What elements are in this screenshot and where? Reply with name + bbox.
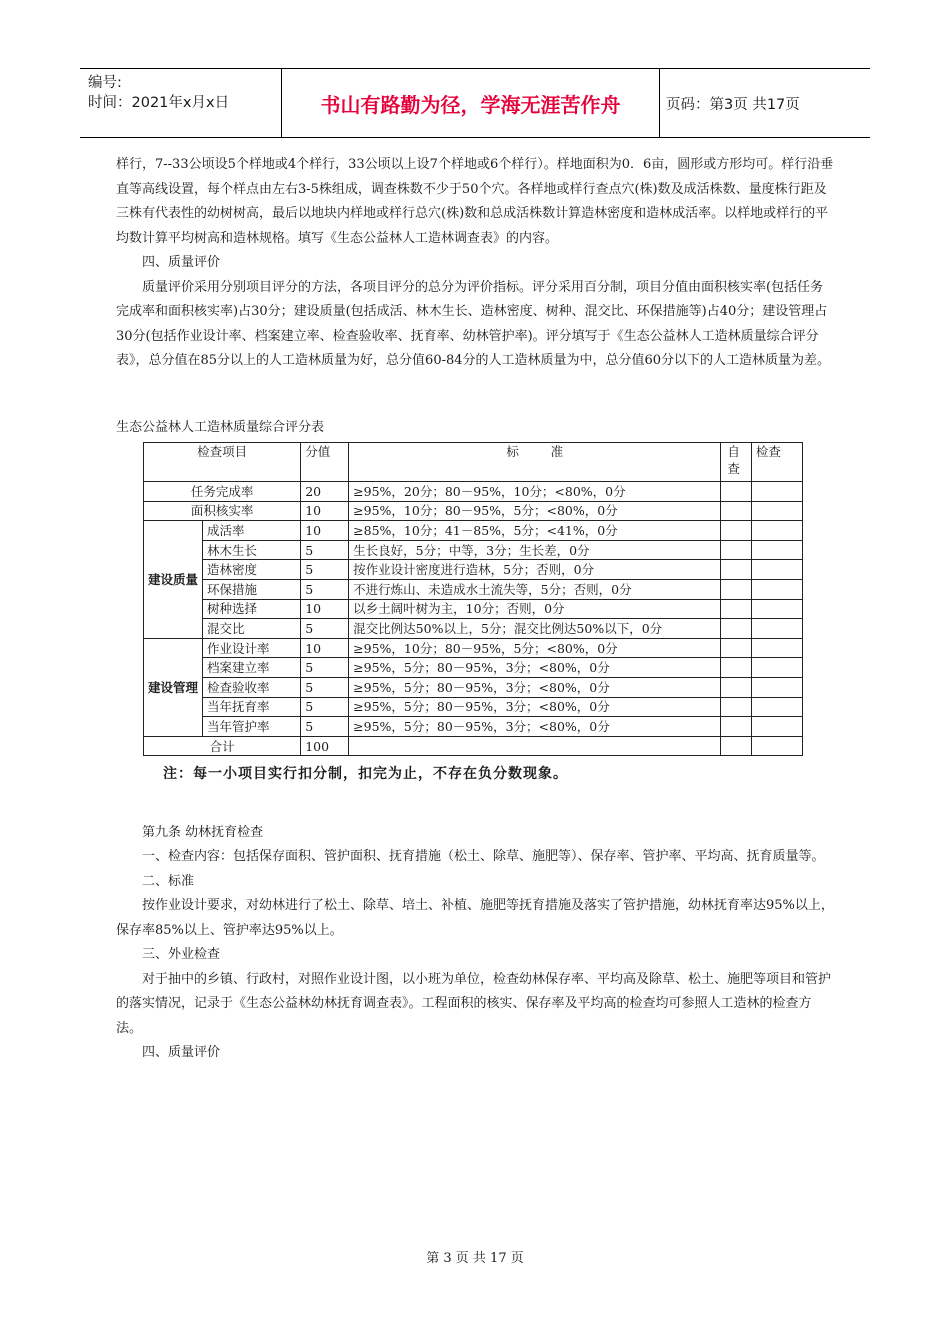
- header-motto: 书山有路勤为径，学海无涯苦作舟: [282, 69, 660, 137]
- date-label: 时间：2021年x月x日: [88, 95, 230, 111]
- group-label-quality: 建设质量: [144, 521, 203, 639]
- header-score: 分值: [301, 443, 349, 482]
- section-heading: 二、标准: [142, 873, 195, 889]
- table-row: 混交比 5 混交比例达50%以上，5分；混交比例达50%以下，0分: [144, 619, 803, 639]
- table-row: 检查验收率 5 ≥95%，5分；80－95%，3分；<80%，0分: [144, 677, 803, 697]
- table-row: 建设管理 作业设计率 10 ≥95%，10分；80－95%，5分；<80%，0分: [144, 638, 803, 658]
- table-title: 生态公益林人工造林质量综合评分表: [116, 419, 325, 435]
- table-row: 造林密度 5 按作业设计密度进行造林，5分；否则，0分: [144, 560, 803, 580]
- table-row: 当年抚育率 5 ≥95%，5分；80－95%，3分；<80%，0分: [144, 697, 803, 717]
- table-row: 环保措施 5 不进行炼山、未造成水土流失等，5分；否则，0分: [144, 579, 803, 599]
- header-item: 检查项目: [144, 443, 301, 482]
- document-body: [116, 153, 836, 1066]
- score-table-figure: [143, 442, 803, 787]
- header-standard: 标 准: [349, 443, 721, 482]
- section-heading: 三、外业检查: [142, 947, 221, 963]
- paragraph: 对于抽中的乡镇、行政村，对照作业设计图，以小班为单位，检查幼林保存率、平均高及除草、松土、施肥等项目和管护的落实情况，记录于《生态公益林幼林抚育调查表》。工程面积的核实、保存率及平均高的检查均可参照人工造林的检查方法。: [116, 971, 832, 1036]
- header-left-cell: [80, 69, 282, 137]
- page-footer: 第 3 页 共 17 页: [426, 1251, 524, 1266]
- score-table: [143, 442, 803, 756]
- table-header-row: [144, 443, 803, 482]
- table-row: 树种选择 10 以乡土阔叶树为主，10分；否则，0分: [144, 599, 803, 619]
- page-header: [80, 68, 870, 138]
- header-check: 检查: [751, 443, 802, 482]
- table-total-row: 合计 100: [144, 736, 803, 756]
- section-heading: 四、质量评价: [142, 255, 221, 270]
- paragraph: 按作业设计要求，对幼林进行了松土、除草、培土、补植、施肥等抚育措施及落实了管护措施，幼林抚育率达95%以上，保存率85%以上、管护率达95%以上。: [116, 898, 834, 938]
- header-page-info: 页码：第3页 共17页: [666, 96, 800, 113]
- paragraph: 样行，7--33公顷设5个样地或4个样行，33公顷以上设7个样地或6个样行）。样地面积为0．6亩，圆形或方形均可。样行沿垂直等高线设置，每个样点由左右3-5株组成，调查株数不少于50个穴。各样地或样行查点穴(株)数及成活株数、量度株行距及三株有代表性的幼树树高，最后以地块内样地或样行总穴(株)数和总成活株数计算造林密度和造林成活率。以样地或样行的平均数计算平均树高和造林规格。填写《生态公益林人工造林调查表》的内容。: [116, 157, 834, 246]
- table-row: 面积核实率 10 ≥95%，10分；80－95%，5分；<80%，0分: [144, 501, 803, 521]
- header-self-check: 自查: [721, 443, 752, 482]
- serial-label: 编号:: [88, 75, 122, 91]
- table-note: 注：每一小项目实行扣分制，扣完为止，不存在负分数现象。: [163, 766, 568, 783]
- table-row: 林木生长 5 生长良好，5分；中等，3分；生长差，0分: [144, 540, 803, 560]
- table-row: 建设质量 成活率 10 ≥85%，10分；41－85%，5分；<41%，0分: [144, 521, 803, 541]
- section-heading: 四、质量评价: [142, 1045, 221, 1061]
- paragraph: 质量评价采用分别项目评分的方法，各项目评分的总分为评价指标。评分采用百分制，项目分值由面积核实率(包括任务完成率和面积核实率)占30分；建设质量(包括成活、林木生长、造林密度、树种、混交比、环保措施等)占40分；建设管理占30分(包括作业设计率、档案建立率、检查验收率、抚育率、幼林管护率)。评分填写于《生态公益林人工造林质量综合评分表》，总分值在85分以上的人工造林质量为好，总分值60-84分的人工造林质量为中，总分值60分以下的人工造林质量为差。: [116, 279, 831, 368]
- table-row: 任务完成率 20 ≥95%，20分；80－95%，10分；<80%，0分: [144, 482, 803, 502]
- table-row: 档案建立率 5 ≥95%，5分；80－95%，3分；<80%，0分: [144, 658, 803, 678]
- group-label-management: 建设管理: [144, 638, 203, 736]
- table-row: 当年管护率 5 ≥95%，5分；80－95%，3分；<80%，0分: [144, 717, 803, 737]
- article-heading: 第九条 幼林抚育检查: [142, 824, 264, 840]
- paragraph: 一、检查内容：包括保存面积、管护面积、抚育措施（松土、除草、施肥等）、保存率、管护率、平均高、抚育质量等。: [142, 849, 825, 865]
